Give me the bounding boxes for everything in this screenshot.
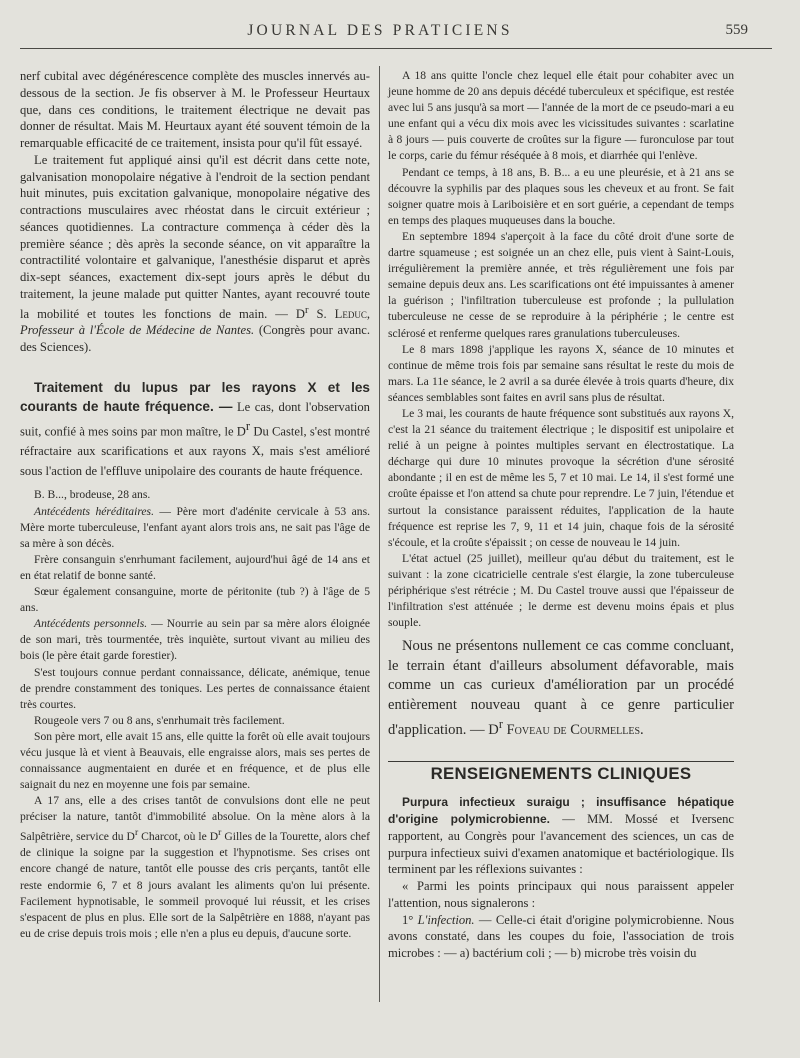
traitement-text: Le traitement fut appliqué ainsi qu'il est décrit dans cette note, galvanisation monopolaire négative à l'endroit de la section pendant huit minutes, puis excitation galvanique, monopolaire négative des contractions musculaires avec rhéostat dans le circuit extérieur ; séances quotidiennes. La contracture commença à céder dès la première séance ; dès après la seconde séance, on vit apparaître la contractilité volontaire et galvanique, l'anesthésie disparut et après dix-sept séances, exactement dix-sept jours après le début du traitement, la jeune malade put quitter Nantes, ayant recouvré toute la mobilité et toutes les fonctions de main. — D: [20, 152, 370, 321]
paragraph-etat-actuel: L'état actuel (25 juillet), meilleur qu'au début du traitement, est le suivant : la zone cicatricielle centrale s'est élargie, la zone tuberculeuse périphérique s'est rétrécie ; M. Du Castel trouve aussi que l'épaisseur de l'infiltration s'est atténuée ; le derme est devenu moins épais et plus souple.: [388, 551, 734, 630]
right-column: [388, 68, 734, 962]
purpura-text: — MM. Mossé et Iversenc rapportent, au Congrès pour l'avancement des sciences, un cas de purpura infectieux suivi d'examen anatomique et bactériologique. Ils terminent par les réflexions suivantes :: [388, 812, 734, 877]
source-congres: (Congrès pour avanc. des Sciences).: [20, 323, 370, 355]
column-divider: [379, 66, 380, 1002]
doctor-abbrev: r: [245, 418, 251, 433]
header-rule: [20, 48, 772, 49]
author-leduc: S. Leduc,: [308, 306, 370, 321]
paragraph-traitement: [20, 152, 370, 356]
paragraph-rougeole: Rougeole vers 7 ou 8 ans, s'enrhumait très facilement.: [34, 713, 285, 727]
article-title-bold: Traitement du lupus par les rayons X et les courants de haute fréquence. —: [20, 379, 370, 414]
page-number: 559: [725, 22, 748, 38]
author-affiliation: Professeur à l'École de Médecine de Nantes.: [20, 323, 255, 338]
author-foveau: Foveau de Courmelles.: [502, 722, 644, 739]
antecedents-personnels-text: — Nourrie au sein par sa mère alors éloignée de son mari, très tourmentée, très inquiète, surtout vivant au milieu des bois (le père était garde forestier).: [20, 617, 371, 663]
article-intro-cont: Du Castel, s'est montré réfractaire aux scarifications et aux rayons X, mais s'est amélioré sous l'action de l'effluve unipolaire des courants de haute fréquence.: [20, 424, 371, 479]
patient-identity: B. B..., brodeuse, 28 ans.: [34, 488, 151, 502]
doctor-abbrev: r: [498, 717, 503, 732]
paragraph-mars-1898: Le 8 mars 1898 j'applique les rayons X, séance de 10 minutes et continue de même trois fois par semaine sans résultat le reste du mois de mars. La 11e séance, le 2 avril a sa durée élevée à trois quarts d'heure, dix séances semblables sont faites en avril sans plus de résultat.: [388, 342, 734, 404]
spacer: [20, 356, 370, 378]
paragraph-connaissance: S'est toujours connue perdant connaissance, délicate, anémique, tenue de prendre constamment des toniques. Les pertes de connaissance étaient très courtes.: [20, 665, 370, 711]
paragraph-septembre-1894: En septembre 1894 s'aperçoit à la face du côté droit d'une sorte de dartre squameuse ; est soignée un an chez elle, puis vient à Saint-Louis, irrégulièrement la première année, et très régulièrement une fois par semaine depuis deux ans. Les scarifications ont été impuissantes à amener la guérison ; l'infiltration tuberculeuse est profonde ; la pullulation tuberculeuse ne cesse de se reproduire à la périphérie ; le centre est sclérosé et renferme quelques rares granulations tuberculeuses.: [388, 229, 734, 340]
infection-text: — Celle-ci était d'origine polymicrobienne. Nous avons constaté, dans les coupes du foie, l'association de trois microbes : — a) bactérium coli ; — b) microbe très voisin du: [388, 912, 734, 961]
paragraph-antecedents-hereditaires: [20, 504, 370, 552]
article-title-purpura: Purpura infectieux suraigu ; insuffisance hépatique d'origine polymicrobienne.: [388, 795, 734, 827]
paragraph-nerf-cubital: nerf cubital avec dégénérescence complète des muscles innervés au-dessous de la section. Je fis observer à M. le Professeur Heurtaux que, dans ces conditions, le traitement électrique ne devait pas donner de résultat. Mais M. Heurtaux ayant été souvent témoin de la remarquable efficacité de ce traitement, insista pour qu'il fût essayé.: [20, 69, 370, 150]
paragraph-pendant: Pendant ce temps, à 18 ans, B. B... a eu une pleurésie, et à 21 ans se découvre la syphilis par des plaques sous les cheveux et au front. Se fait soigner quatre mois à Lariboisière et en sort guérie, a cependant de temps en temps des plaques muqueuses dans la bouche.: [388, 165, 734, 227]
article-title-lupus: [20, 378, 370, 482]
paragraph-pere-mort: Son père mort, elle avait 15 ans, elle quitte la forêt où elle avait toujours vécu jusque là et vient à Beauvais, elle engraisse alors, mais ses pertes de connaissance augmentaient en durée et en fréquence, et de plus elle saignait du nez en moyenne une fois par semaine.: [20, 729, 370, 792]
paragraph-purpura: [388, 794, 734, 878]
paragraph-a18-ans: A 18 ans quitte l'oncle chez lequel elle était pour cohabiter avec un jeune homme de 20 ans depuis décédé tuberculeux et spécifique, est restée avec lui 5 ans jusqu'à sa mort — l'année de la mort de ce pseudo-mari a eu une enfant qui a vécu dix mois avec les vicissitudes suivantes : scarlatine à 8 jours — puis couverte de croûtes sur la figure — furonculose par tout le corps, carie du fémur réséquée à 8 mois, et diarrhée qui l'enlève.: [388, 69, 734, 163]
a17-text-b: Charcot, où le D: [138, 830, 219, 844]
label-antecedents-hereditaires: Antécédents héréditaires.: [34, 504, 154, 518]
label-infection: L'infection.: [417, 912, 475, 927]
label-antecedents-personnels: Antécédents personnels.: [34, 617, 148, 631]
antecedents-hereditaires-text: — Père mort d'adénite cervicale à 53 ans. Mère morte tuberculeuse, l'enfant ayant alors trois ans, ne sait pas l'âge de sa mère à son décès.: [20, 504, 371, 550]
conclusion-text: Nous ne présentons nullement ce cas comme concluant, le terrain étant d'ailleurs absolument défavorable, mais comme un cas curieux d'amélioration par un procédé entièrement nouveau quant à ce genre particulier d'application. — D: [388, 638, 734, 739]
left-column: [20, 68, 370, 942]
journal-title: JOURNAL DES PRATICIENS: [247, 22, 513, 39]
paragraph-mai: Le 3 mai, les courants de haute fréquence sont substitués aux rayons X, c'est la 21 séance du traitement électrique ; le dispositif est unipolaire et relié à un peigne à pointes multiples servant en électrostatique. La décharge qui dure 10 minutes provoque la sécrétion d'une sérosité abondante ; il en est de même les 5, 7 et 10 mai. Le 14, il s'est formé une croûte épaisse et l'on attend sa chute pour reprendre. Le 7 juin, l'étendue et surtout la consistance paraissent réduites, l'application de la haute fréquence est reprise les 7, 9, 11 et 14 juin, chaque fois de la sérosité s'écoule, et la croûte s'épaissit ; on cesse de nouveau le 14 juin.: [388, 406, 734, 549]
section-header-renseignements: RENSEIGNEMENTS CLINIQUES: [388, 761, 734, 783]
paragraph-a17-ans: [20, 793, 370, 942]
paragraph-parmi: « Parmi les points principaux qui nous paraissent appeler l'attention, nous signalerons :: [388, 879, 734, 910]
doctor-abbrev: r: [134, 827, 139, 839]
paragraph-antecedents-personnels: [20, 616, 370, 664]
article-intro: Le cas, dont l'observation suit, confié à mes soins par mon maître, le D: [20, 399, 370, 439]
a17-text: A 17 ans, elle a des crises tantôt de convulsions dont elle ne peut préciser la nature, tantôt d'immobilité absolue. On la mène alors à la Salpêtrière, service du D: [20, 794, 370, 844]
doctor-abbrev: r: [305, 304, 309, 316]
paragraph-conclusion: [388, 637, 734, 740]
a17-text-c: Gilles de la Tourette, alors chef de clinique la soigne par la suggestion et l'hypnotisme. Ses crises ont encore changé de nature, tantôt elle pousse des cris perçants, tantôt elle reste endormie 6, 7 et 8 jours avalant les aliments qu'on lui présente. Facilement hypnotisable, le sommeil provoqué lui réussit, et les crises s'espacent de plus en plus. Elle sort de la Salpêtrière en 1888, n'ayant pas eu de crise depuis trois mois ; elle n'en a plus eu depuis, d'aucune sorte.: [20, 830, 371, 940]
infection-number: 1°: [402, 912, 418, 927]
paragraph-soeur: Sœur également consanguine, morte de péritonite (tub ?) à l'âge de 5 ans.: [20, 585, 370, 615]
running-head: [0, 20, 800, 44]
paragraph-frere: Frère consanguin s'enrhumant facilement, aujourd'hui âgé de 14 ans et en état relatif de bonne santé.: [20, 552, 370, 582]
paragraph-infection: [388, 912, 734, 962]
doctor-abbrev: r: [218, 827, 222, 839]
